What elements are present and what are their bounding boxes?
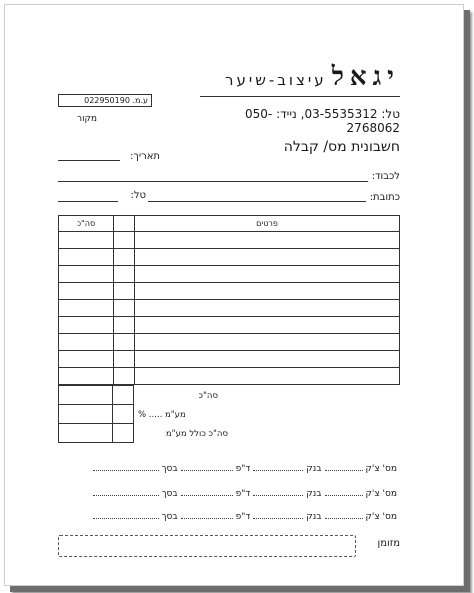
bank-label: בנק [306, 512, 322, 522]
bank-field[interactable] [253, 462, 303, 471]
recipient-label: לכבוד: [371, 171, 400, 182]
bank-label: בנק [306, 489, 322, 499]
check-label: מס' צ'ק [365, 489, 397, 499]
col-header-total: סה"כ [59, 216, 114, 232]
item-row [59, 249, 400, 266]
bank-field[interactable] [253, 510, 303, 519]
item-total-cell[interactable] [59, 266, 114, 283]
brand-header [190, 62, 400, 92]
item-cents-cell[interactable] [114, 351, 135, 368]
total-label: סה"כ [198, 391, 218, 401]
item-details-cell[interactable] [135, 266, 400, 283]
vat-number-box: ע.מ. 022950190 [58, 94, 152, 107]
grand-total-cents-cell[interactable] [113, 424, 134, 443]
address-label: כתובת: [369, 192, 400, 203]
amount-field[interactable] [93, 462, 159, 471]
branch-field[interactable] [181, 487, 233, 496]
branch-label: ד"פ [235, 489, 251, 499]
item-cents-cell[interactable] [114, 266, 135, 283]
phone-field[interactable] [58, 201, 118, 202]
item-details-cell[interactable] [135, 232, 400, 249]
item-total-cell[interactable] [59, 300, 114, 317]
col-header-cents [114, 216, 135, 232]
col-header-details: פרטים [135, 216, 400, 232]
item-total-cell[interactable] [59, 283, 114, 300]
item-total-cell[interactable] [59, 317, 114, 334]
item-cents-cell[interactable] [114, 283, 135, 300]
document-title: חשבונית מס/ קבלה [283, 139, 400, 155]
amount-label: בסך [161, 512, 178, 522]
branch-field[interactable] [181, 510, 233, 519]
amount-label: בסך [161, 489, 178, 499]
grand-total-cell[interactable] [59, 424, 113, 443]
item-total-cell[interactable] [59, 334, 114, 351]
branch-label: ד"פ [235, 512, 251, 522]
item-details-cell[interactable] [135, 334, 400, 351]
item-details-cell[interactable] [135, 368, 400, 385]
item-details-cell[interactable] [135, 283, 400, 300]
check-label: מס' צ'ק [365, 464, 397, 474]
date-field[interactable] [58, 160, 120, 161]
check-field[interactable] [325, 487, 363, 496]
item-cents-cell[interactable] [114, 317, 135, 334]
item-total-cell[interactable] [59, 232, 114, 249]
item-row [59, 266, 400, 283]
summary-amounts [58, 385, 134, 443]
check-label: מס' צ'ק [365, 512, 397, 522]
copy-label: מקור [76, 114, 98, 124]
item-cents-cell[interactable] [114, 300, 135, 317]
cash-label: מזומן [377, 538, 400, 549]
check-field[interactable] [325, 462, 363, 471]
address-field[interactable] [148, 201, 366, 202]
date-label: תאריך: [130, 151, 160, 162]
recipient-field[interactable] [58, 181, 368, 182]
bank-label: בנק [306, 464, 322, 474]
item-row [59, 317, 400, 334]
vat-amount-cell[interactable] [59, 405, 113, 424]
brand-subtitle: עיצוב-שיער [224, 71, 327, 89]
item-cents-cell[interactable] [114, 334, 135, 351]
items-table-header [59, 216, 400, 232]
item-row [59, 283, 400, 300]
item-row [59, 368, 400, 385]
payment-row [58, 510, 400, 522]
item-total-cell[interactable] [59, 351, 114, 368]
branch-label: ד"פ [235, 464, 251, 474]
item-details-cell[interactable] [135, 249, 400, 266]
item-row [59, 351, 400, 368]
item-total-cell[interactable] [59, 368, 114, 385]
bank-field[interactable] [253, 487, 303, 496]
amount-label: בסך [161, 464, 178, 474]
item-details-cell[interactable] [135, 351, 400, 368]
item-rows [59, 232, 400, 385]
phone-numbers: טל: 03-5535312, נייד: 050-2768062 [245, 107, 400, 135]
items-table [58, 215, 400, 385]
item-total-cell[interactable] [59, 249, 114, 266]
vat-label: % ..... מע"מ [138, 410, 186, 420]
item-cents-cell[interactable] [114, 232, 135, 249]
item-row [59, 300, 400, 317]
item-cents-cell[interactable] [114, 249, 135, 266]
item-row [59, 334, 400, 351]
item-details-cell[interactable] [135, 300, 400, 317]
item-details-cell[interactable] [135, 317, 400, 334]
branch-field[interactable] [181, 462, 233, 471]
phone-label: טל: [130, 190, 146, 201]
total-amount-cell[interactable] [59, 386, 113, 405]
item-row [59, 232, 400, 249]
total-cents-cell[interactable] [113, 386, 134, 405]
amount-field[interactable] [93, 487, 159, 496]
grand-total-label: סה"כ כולל מע"מ [165, 429, 228, 439]
amount-field[interactable] [93, 510, 159, 519]
check-field[interactable] [325, 510, 363, 519]
cash-amount-box[interactable] [58, 535, 356, 557]
item-cents-cell[interactable] [114, 368, 135, 385]
vat-cents-cell[interactable] [113, 405, 134, 424]
header-divider [200, 96, 400, 97]
brand-name: יגאל [331, 62, 400, 92]
payment-row [58, 462, 400, 474]
payment-row [58, 487, 400, 499]
